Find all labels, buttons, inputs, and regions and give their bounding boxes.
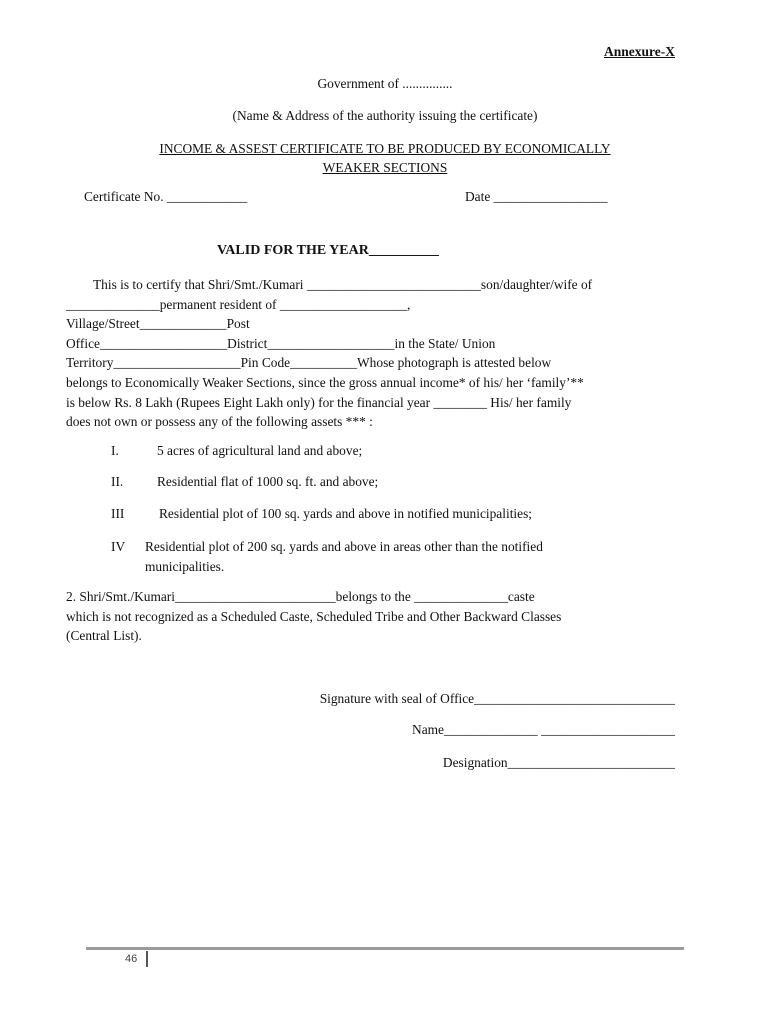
certify-line: belongs to Economically Weaker Sections, since the gross annual income* of his/ her ‘family’**: [66, 374, 584, 390]
para2-line: (Central List).: [66, 628, 142, 644]
name-line: Name______________ ____________________: [412, 722, 675, 737]
para2-line: 2. Shri/Smt./Kumari________________________belongs to the ______________caste: [66, 589, 535, 604]
signature-line: Signature with seal of Office______________________________: [319, 691, 675, 706]
asset-item-2: [111, 474, 378, 490]
certificate-number: Certificate No. ____________: [84, 189, 248, 204]
title-line-2: WEAKER SECTIONS: [322, 160, 448, 175]
page-number: 46: [125, 953, 138, 965]
annexure-label: Annexure-X: [603, 44, 675, 59]
authority-line: (Name & Address of the authority issuing the certificate): [232, 108, 538, 123]
certify-line: Territory___________________Pin Code__________Whose photograph is attested below: [66, 355, 552, 371]
asset-item-3: [111, 506, 532, 522]
asset-item-1: [111, 443, 362, 459]
asset-text: Residential flat of 1000 sq. ft. and above;: [157, 474, 379, 489]
certify-line: does not own or possess any of the following assets *** :: [66, 414, 373, 430]
asset-text: Residential plot of 200 sq. yards and above in areas other than the notified: [145, 539, 543, 554]
para2-line: which is not recognized as a Scheduled Caste, Scheduled Tribe and Other Backward Classes: [66, 608, 562, 624]
footer-rule: [86, 947, 684, 950]
certify-line: is below Rs. 8 Lakh (Rupees Eight Lakh only) for the financial year ________ His/ her family: [66, 394, 572, 410]
asset-number: I.: [111, 443, 119, 458]
page-number-divider: [146, 951, 148, 967]
certify-line: Village/Street_____________Post: [66, 316, 250, 332]
asset-item-4: [111, 537, 543, 576]
certify-line: This is to certify that Shri/Smt./Kumari __________________________son/daughter/wife of: [93, 277, 593, 292]
valid-for-year: VALID FOR THE YEAR__________: [217, 243, 439, 258]
asset-text: 5 acres of agricultural land and above;: [157, 443, 363, 458]
designation-line: Designation_________________________: [442, 755, 675, 770]
asset-text: Residential plot of 100 sq. yards and above in notified municipalities;: [159, 506, 533, 521]
government-line: Government of ...............: [317, 76, 453, 91]
certify-line: ______________permanent resident of ___________________,: [66, 296, 411, 312]
certificate-date: Date _________________: [465, 189, 608, 204]
title-line-1: INCOME & ASSEST CERTIFICATE TO BE PRODUCED BY ECONOMICALLY: [159, 141, 611, 156]
asset-number: II.: [111, 474, 124, 489]
asset-text-continued: municipalities.: [145, 558, 225, 574]
paragraph-2: [66, 587, 676, 646]
asset-number: III: [111, 506, 125, 521]
certify-paragraph: [66, 275, 676, 432]
asset-number: IV: [111, 539, 126, 554]
certify-line: Office___________________District___________________in the State/ Union: [66, 335, 496, 351]
document-title: [100, 139, 670, 177]
